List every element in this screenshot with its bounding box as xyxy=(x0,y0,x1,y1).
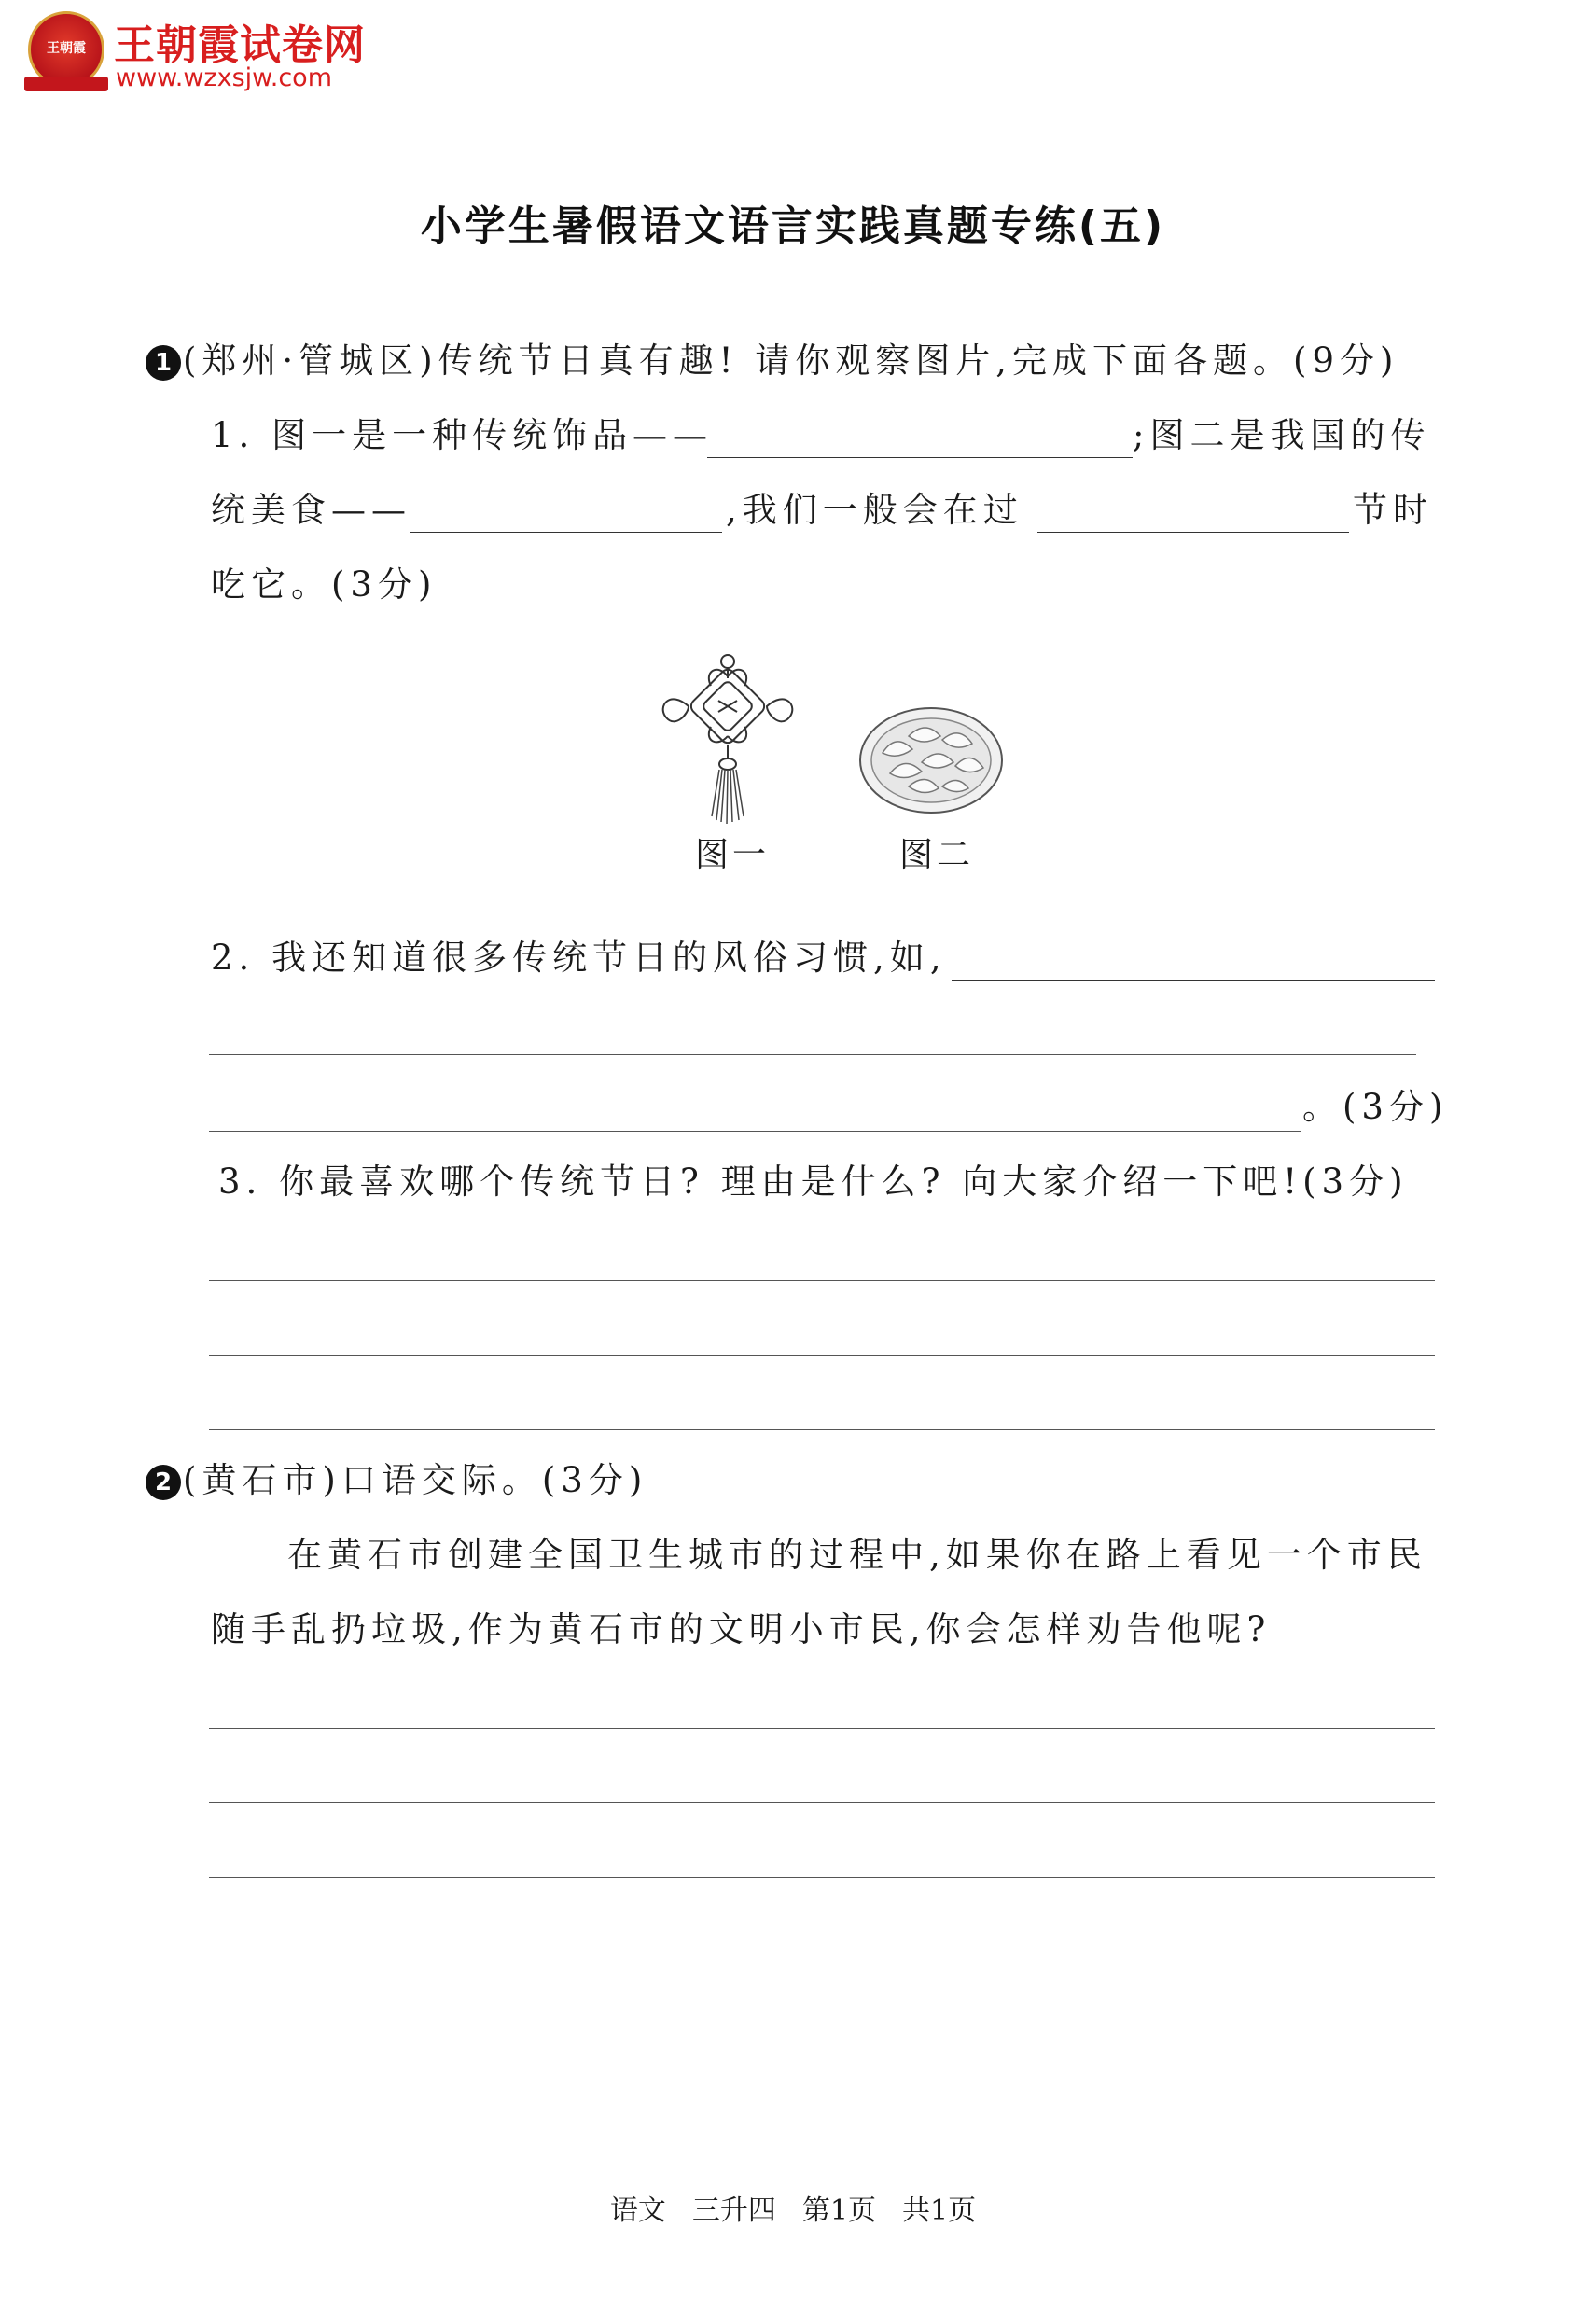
q1-sub2-line1: 2. 我还知道很多传统节日的风俗习惯,如, xyxy=(211,938,947,978)
q2-number-badge: 2 xyxy=(146,1465,181,1500)
q1-sub3: 3. 你最喜欢哪个传统节日? 理由是什么? 向大家介绍一下吧!(3分) xyxy=(218,1162,1409,1202)
q1-blank-food-name[interactable] xyxy=(410,532,722,533)
q2-stem-text: (黄石市)口语交际。(3分) xyxy=(183,1460,648,1500)
footer-total: 共1页 xyxy=(902,2194,977,2227)
q2-answer-line-2[interactable] xyxy=(209,1802,1435,1803)
footer-page: 第1页 xyxy=(801,2194,876,2227)
q1-sub2-blank-1[interactable] xyxy=(952,980,1435,981)
figure1-caption: 图一 xyxy=(695,836,771,874)
q2-stem xyxy=(146,1458,647,1503)
logo-seal-text: 王朝霞 xyxy=(47,41,86,56)
q1-sub2-end: 。(3分) xyxy=(1302,1087,1449,1127)
q2-answer-line-1[interactable] xyxy=(209,1728,1435,1729)
q1-sub2-blank-3[interactable] xyxy=(209,1131,1301,1132)
figure2-caption: 图二 xyxy=(899,836,975,874)
q2-answer-line-3[interactable] xyxy=(209,1877,1435,1878)
q1-stem-text: (郑州·管城区)传统节日真有趣! 请你观察图片,完成下面各题。(9分) xyxy=(183,341,1399,381)
site-logo xyxy=(28,11,401,100)
q1-blank-ornament-name[interactable] xyxy=(707,457,1133,458)
q1-sub3-answer-line-1[interactable] xyxy=(209,1280,1435,1281)
footer-grade: 三升四 xyxy=(691,2194,776,2227)
q2-body-line2: 随手乱扔垃圾,作为黄石市的文明小市民,你会怎样劝告他呢? xyxy=(211,1609,1272,1649)
logo-url: www.wzxsjw.com xyxy=(116,63,333,92)
q1-sub3-answer-line-3[interactable] xyxy=(209,1429,1435,1430)
page-title: 小学生暑假语文语言实践真题专练(五) xyxy=(420,202,1166,250)
q1-blank-festival-name[interactable] xyxy=(1037,532,1349,533)
q1-sub3-answer-line-2[interactable] xyxy=(209,1355,1435,1356)
dumplings-plate-icon xyxy=(856,704,1006,816)
logo-ribbon xyxy=(24,77,108,91)
q1-sub1-line2c: 节时 xyxy=(1353,490,1433,530)
q1-sub1-line3: 吃它。(3分) xyxy=(211,564,438,605)
logo-name: 王朝霞试卷网 xyxy=(114,21,366,69)
q2-body-line1: 在黄石市创建全国卫生城市的过程中,如果你在路上看见一个市民 xyxy=(287,1535,1427,1575)
q1-sub1-line1a: 1. 图一是一种传统饰品—— xyxy=(211,415,714,455)
q1-sub2-blank-2[interactable] xyxy=(209,1054,1416,1055)
q1-number-badge: 1 xyxy=(146,345,181,381)
q1-sub1-line1b: ;图二是我国的传 xyxy=(1133,415,1431,455)
q1-sub1-line2b: ,我们一般会在过 xyxy=(726,490,1023,530)
footer-subject: 语文 xyxy=(609,2194,666,2227)
chinese-knot-icon xyxy=(653,648,802,826)
q1-sub1-line2a: 统美食—— xyxy=(211,490,411,530)
q1-stem xyxy=(146,339,1398,383)
page-footer xyxy=(0,2187,1586,2228)
